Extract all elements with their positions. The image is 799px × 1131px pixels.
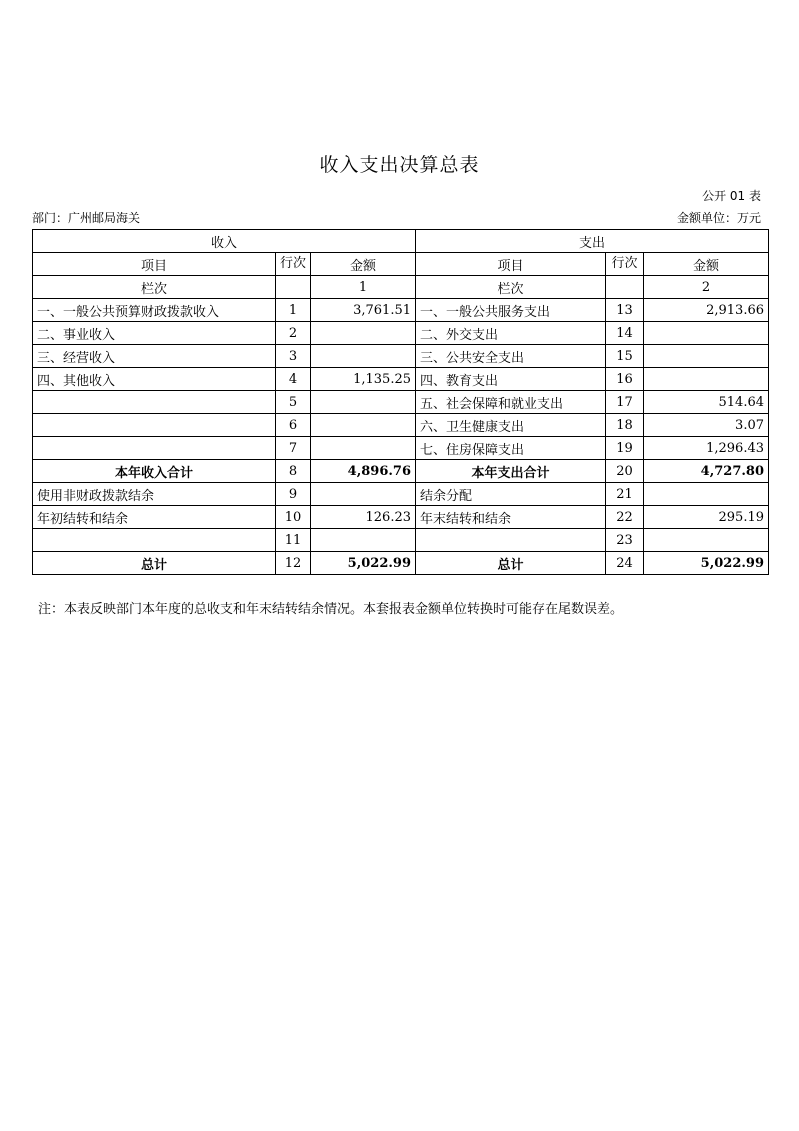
income-item-cell (33, 529, 276, 552)
income-amount-cell (311, 437, 416, 460)
expense-column-label: 栏次 (416, 276, 606, 299)
expense-amount-header: 金额 (644, 253, 769, 276)
table-row (33, 483, 769, 506)
expense-column-number: 2 (644, 276, 769, 299)
income-rowno-cell: 1 (276, 299, 311, 322)
income-amount-header: 金额 (311, 253, 416, 276)
expense-amount-cell (644, 368, 769, 391)
expense-rowno-header: 行次 (606, 253, 644, 276)
table-row (33, 322, 769, 345)
table-row (33, 552, 769, 575)
expense-item-header: 项目 (416, 253, 606, 276)
expense-rowno-cell: 20 (606, 460, 644, 483)
income-column-number: 1 (311, 276, 416, 299)
expense-item-cell: 五、社会保障和就业支出 (416, 391, 606, 414)
income-amount-cell (311, 529, 416, 552)
expense-rowno-cell: 23 (606, 529, 644, 552)
table-row (33, 460, 769, 483)
income-rowno-cell: 5 (276, 391, 311, 414)
income-rowno-cell: 3 (276, 345, 311, 368)
summary-table (32, 229, 769, 575)
income-rowno-cell: 9 (276, 483, 311, 506)
income-item-cell: 本年收入合计 (33, 460, 276, 483)
income-rowno-cell: 4 (276, 368, 311, 391)
expense-amount-cell: 5,022.99 (644, 552, 769, 575)
expense-item-cell: 六、卫生健康支出 (416, 414, 606, 437)
income-rowno-cell: 11 (276, 529, 311, 552)
income-header: 收入 (33, 230, 416, 253)
expense-item-cell: 结余分配 (416, 483, 606, 506)
income-item-cell: 总计 (33, 552, 276, 575)
income-item-cell: 二、事业收入 (33, 322, 276, 345)
expense-amount-cell (644, 345, 769, 368)
income-column-label: 栏次 (33, 276, 276, 299)
income-amount-cell: 5,022.99 (311, 552, 416, 575)
expense-rowno-cell: 21 (606, 483, 644, 506)
income-amount-cell (311, 391, 416, 414)
expense-amount-cell (644, 529, 769, 552)
income-rowno-cell: 8 (276, 460, 311, 483)
income-amount-cell: 4,896.76 (311, 460, 416, 483)
income-rowno-cell: 10 (276, 506, 311, 529)
expense-rowno-cell: 17 (606, 391, 644, 414)
expense-amount-cell (644, 483, 769, 506)
expense-item-cell: 本年支出合计 (416, 460, 606, 483)
table-row (33, 414, 769, 437)
income-item-cell: 四、其他收入 (33, 368, 276, 391)
column-label-row (33, 276, 769, 299)
income-amount-cell (311, 483, 416, 506)
expense-amount-cell: 514.64 (644, 391, 769, 414)
expense-amount-cell (644, 322, 769, 345)
income-item-cell (33, 391, 276, 414)
expense-amount-cell: 4,727.80 (644, 460, 769, 483)
expense-item-cell: 年末结转和结余 (416, 506, 606, 529)
table-row (33, 529, 769, 552)
income-column-label-blank (276, 276, 311, 299)
expense-rowno-cell: 13 (606, 299, 644, 322)
expense-amount-cell: 3.07 (644, 414, 769, 437)
expense-item-cell: 总计 (416, 552, 606, 575)
income-item-cell (33, 437, 276, 460)
table-row (33, 345, 769, 368)
income-amount-cell (311, 322, 416, 345)
income-rowno-cell: 6 (276, 414, 311, 437)
expense-item-cell (416, 529, 606, 552)
expense-item-cell: 一、一般公共服务支出 (416, 299, 606, 322)
income-rowno-cell: 7 (276, 437, 311, 460)
expense-item-cell: 四、教育支出 (416, 368, 606, 391)
unit-label: 金额单位：万元 (676, 211, 761, 225)
income-rowno-cell: 12 (276, 552, 311, 575)
income-rowno-cell: 2 (276, 322, 311, 345)
expense-item-cell: 二、外交支出 (416, 322, 606, 345)
expense-amount-cell: 2,913.66 (644, 299, 769, 322)
income-item-cell (33, 414, 276, 437)
expense-rowno-cell: 16 (606, 368, 644, 391)
income-amount-cell: 126.23 (311, 506, 416, 529)
income-item-cell: 使用非财政拨款结余 (33, 483, 276, 506)
expense-amount-cell: 295.19 (644, 506, 769, 529)
expense-amount-cell: 1,296.43 (644, 437, 769, 460)
table-row (33, 368, 769, 391)
income-amount-cell (311, 345, 416, 368)
expense-item-cell: 七、住房保障支出 (416, 437, 606, 460)
column-header-row (33, 253, 769, 276)
income-item-cell: 年初结转和结余 (33, 506, 276, 529)
expense-column-label-blank (606, 276, 644, 299)
table-row (33, 391, 769, 414)
table-row (33, 299, 769, 322)
income-amount-cell (311, 414, 416, 437)
expense-rowno-cell: 24 (606, 552, 644, 575)
income-item-cell: 一、一般公共预算财政拨款收入 (33, 299, 276, 322)
income-item-cell: 三、经营收入 (33, 345, 276, 368)
expense-rowno-cell: 22 (606, 506, 644, 529)
income-item-header: 项目 (33, 253, 276, 276)
expense-item-cell: 三、公共安全支出 (416, 345, 606, 368)
table-row (33, 506, 769, 529)
expense-header: 支出 (416, 230, 769, 253)
expense-rowno-cell: 14 (606, 322, 644, 345)
income-rowno-header: 行次 (276, 253, 311, 276)
footnote: 注：本表反映部门本年度的总收支和年末结转结余情况。本套报表金额单位转换时可能存在尾数误差。 (38, 602, 624, 617)
page-title: 收入支出决算总表 (319, 154, 480, 176)
expense-rowno-cell: 18 (606, 414, 644, 437)
expense-rowno-cell: 19 (606, 437, 644, 460)
section-header-row (33, 230, 769, 253)
income-amount-cell: 3,761.51 (311, 299, 416, 322)
department-label: 部门：广州邮局海关 (32, 211, 141, 225)
expense-rowno-cell: 15 (606, 345, 644, 368)
table-number: 公开 01 表 (702, 189, 761, 203)
income-amount-cell: 1,135.25 (311, 368, 416, 391)
table-row (33, 437, 769, 460)
